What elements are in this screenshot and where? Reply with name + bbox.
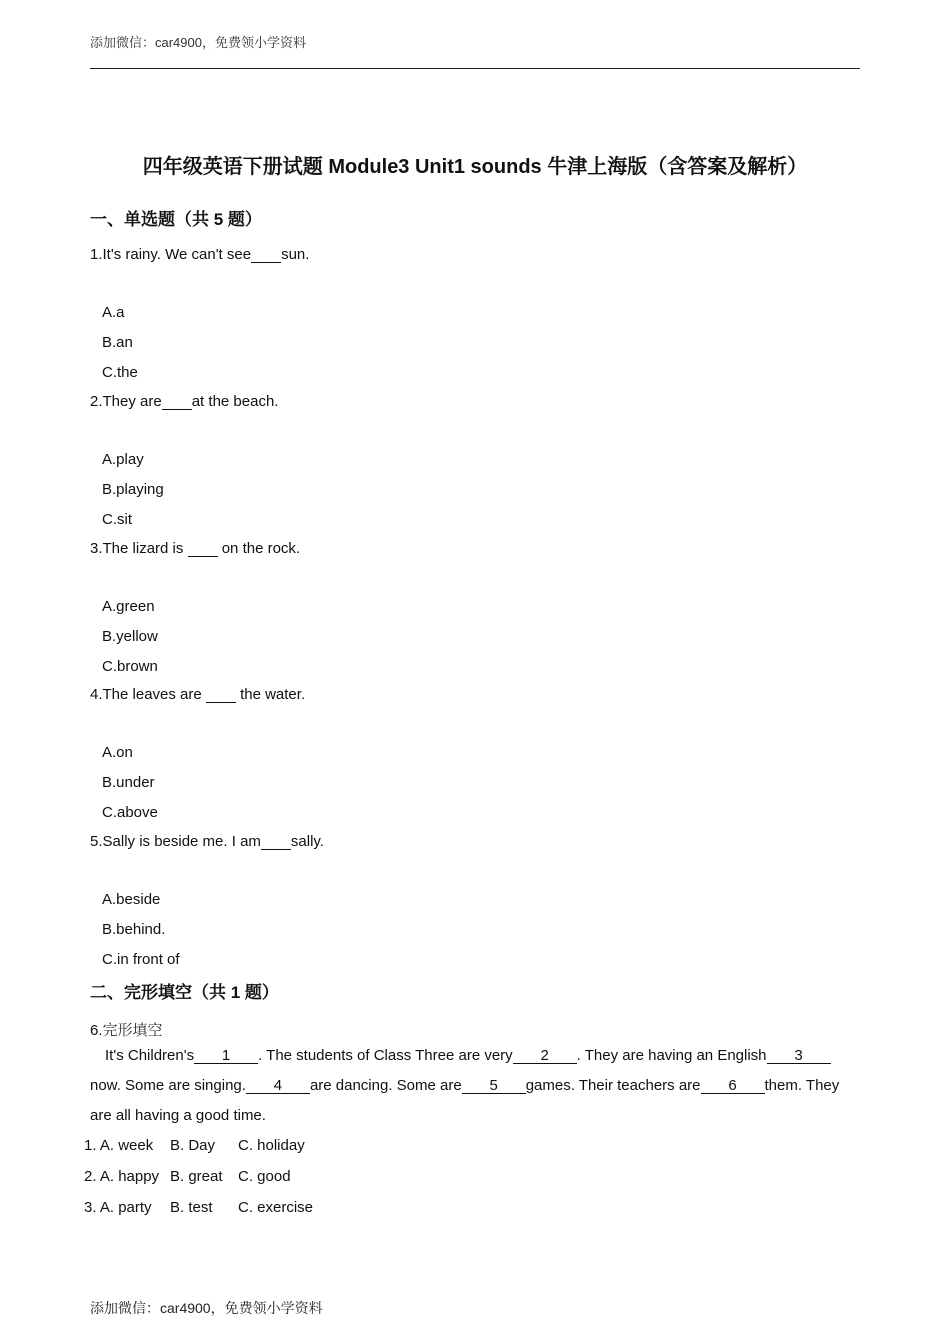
choice-row-2 [84,1168,291,1185]
cloze-blank-5[interactable]: 5 [462,1079,526,1094]
option[interactable]: C.the [102,364,138,381]
question-2: 2.They are at the beach. [90,393,279,410]
cloze-blank-3[interactable]: 3 [767,1049,831,1064]
header-note: 添加微信：car4900，免费领小学资料 [90,35,306,50]
cloze-passage: It's Children's 1 . The students of Class Three are very 2 . They are having an English 3 now. Some are singing. 4 are dancing. Some are 5 games. Their teachers are 6 them. They are all having a good time. [90,1047,840,1124]
question-3: 3.The lizard is on the rock. [90,540,301,557]
answer-blank[interactable] [251,248,281,263]
answer-blank[interactable] [162,395,192,410]
option[interactable]: B.an [102,334,133,351]
cloze-blank-6[interactable]: 6 [701,1079,765,1094]
cloze-blank-2[interactable]: 2 [513,1049,577,1064]
section2-heading: 二、完形填空（共 1 题） [90,983,279,1002]
question-1: 1.It's rainy. We can't see sun. [90,246,310,263]
choice-c[interactable]: C. good [238,1168,291,1185]
option[interactable]: C.sit [102,511,132,528]
choice-row-3 [84,1199,313,1216]
option[interactable]: B.playing [102,481,164,498]
choice-c[interactable]: C. exercise [238,1199,314,1216]
header-divider [90,68,860,69]
choice-b[interactable]: B. great [170,1168,223,1185]
answer-blank[interactable] [261,835,291,850]
cloze-blank-1[interactable]: 1 [194,1049,258,1064]
option[interactable]: A.a [102,304,125,321]
option[interactable]: B.yellow [102,628,158,645]
option[interactable]: A.play [102,451,144,468]
option[interactable]: B.under [102,774,155,791]
option[interactable]: A.beside [102,891,161,908]
choice-row-1 [84,1137,305,1154]
choice-a[interactable]: 1. A. week [84,1137,154,1154]
option[interactable]: A.green [102,598,155,615]
answer-blank[interactable] [206,688,236,703]
option[interactable]: A.on [102,744,133,761]
answer-blank[interactable] [188,542,218,557]
choice-b[interactable]: B. Day [170,1137,216,1154]
section1-heading: 一、单选题（共 5 题） [90,210,262,229]
question-4: 4.The leaves are the water. [90,686,306,703]
option[interactable]: C.in front of [102,951,180,968]
choice-b[interactable]: B. test [170,1199,213,1216]
page-title: 四年级英语下册试题 Module3 Unit1 sounds 牛津上海版（含答案及解析） [142,156,808,178]
option[interactable]: C.brown [102,658,158,675]
question-5: 5.Sally is beside me. I am sally. [90,833,324,850]
footer-note: 添加微信：car4900，免费领小学资料 [90,1300,323,1316]
choice-a[interactable]: 2. A. happy [84,1168,160,1185]
question-6: 6.完形填空 [90,1021,163,1039]
option[interactable]: C.above [102,804,158,821]
cloze-blank-4[interactable]: 4 [246,1079,310,1094]
choice-a[interactable]: 3. A. party [84,1199,152,1216]
choice-c[interactable]: C. holiday [238,1137,305,1154]
option[interactable]: B.behind. [102,921,166,938]
